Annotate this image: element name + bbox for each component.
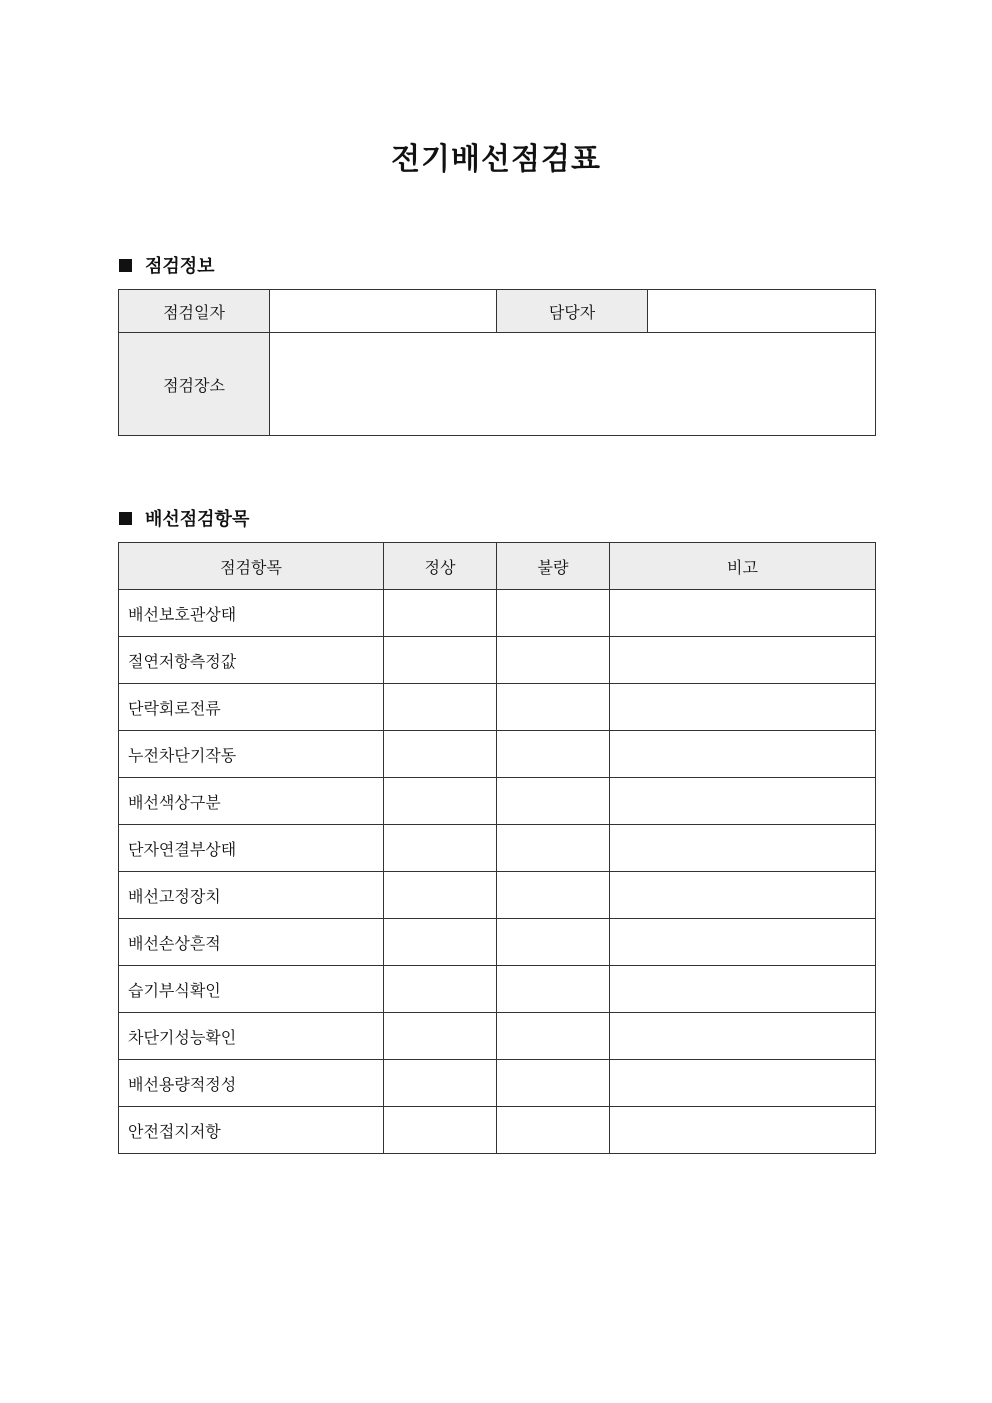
normal-check-cell[interactable] <box>384 1013 497 1060</box>
defect-check-cell[interactable] <box>497 684 610 731</box>
normal-check-cell[interactable] <box>384 919 497 966</box>
date-label: 점검일자 <box>119 290 270 333</box>
check-section-heading <box>119 505 249 531</box>
check-item-name: 절연저항측정값 <box>119 637 384 684</box>
defect-check-cell[interactable] <box>497 731 610 778</box>
defect-check-cell[interactable] <box>497 778 610 825</box>
remarks-cell[interactable] <box>610 778 876 825</box>
column-header-item: 점검항목 <box>119 543 384 590</box>
normal-check-cell[interactable] <box>384 825 497 872</box>
check-item-name: 단자연결부상태 <box>119 825 384 872</box>
check-item-name: 배선손상흔적 <box>119 919 384 966</box>
remarks-cell[interactable] <box>610 731 876 778</box>
remarks-cell[interactable] <box>610 966 876 1013</box>
normal-check-cell[interactable] <box>384 1107 497 1154</box>
normal-check-cell[interactable] <box>384 637 497 684</box>
table-row <box>119 1013 876 1060</box>
defect-check-cell[interactable] <box>497 637 610 684</box>
defect-check-cell[interactable] <box>497 825 610 872</box>
square-bullet-icon <box>119 512 132 525</box>
defect-check-cell[interactable] <box>497 1107 610 1154</box>
info-row-location <box>119 333 876 436</box>
info-section-heading-text: 점검정보 <box>145 256 215 277</box>
info-section-heading <box>119 252 215 278</box>
defect-check-cell[interactable] <box>497 1060 610 1107</box>
normal-check-cell[interactable] <box>384 1060 497 1107</box>
remarks-cell[interactable] <box>610 872 876 919</box>
check-item-name: 단락회로전류 <box>119 684 384 731</box>
table-row <box>119 590 876 637</box>
check-item-name: 차단기성능확인 <box>119 1013 384 1060</box>
table-row <box>119 872 876 919</box>
square-bullet-icon <box>119 259 132 272</box>
column-header-defect: 불량 <box>497 543 610 590</box>
defect-check-cell[interactable] <box>497 919 610 966</box>
table-row <box>119 637 876 684</box>
remarks-cell[interactable] <box>610 590 876 637</box>
defect-check-cell[interactable] <box>497 590 610 637</box>
table-row <box>119 684 876 731</box>
location-label: 점검장소 <box>119 333 270 436</box>
check-item-name: 배선보호관상태 <box>119 590 384 637</box>
table-row <box>119 919 876 966</box>
defect-check-cell[interactable] <box>497 966 610 1013</box>
defect-check-cell[interactable] <box>497 872 610 919</box>
remarks-cell[interactable] <box>610 637 876 684</box>
remarks-cell[interactable] <box>610 825 876 872</box>
check-section-heading-text: 배선점검항목 <box>145 509 250 530</box>
date-field[interactable] <box>270 290 497 333</box>
normal-check-cell[interactable] <box>384 684 497 731</box>
check-item-name: 누전차단기작동 <box>119 731 384 778</box>
info-table <box>118 289 876 436</box>
table-row <box>119 825 876 872</box>
normal-check-cell[interactable] <box>384 590 497 637</box>
check-item-name: 습기부식확인 <box>119 966 384 1013</box>
normal-check-cell[interactable] <box>384 872 497 919</box>
table-row <box>119 1107 876 1154</box>
table-row <box>119 966 876 1013</box>
table-row <box>119 1060 876 1107</box>
normal-check-cell[interactable] <box>384 778 497 825</box>
check-item-name: 안전접지저항 <box>119 1107 384 1154</box>
remarks-cell[interactable] <box>610 919 876 966</box>
check-item-name: 배선고정장치 <box>119 872 384 919</box>
table-row <box>119 731 876 778</box>
info-row-date-manager <box>119 290 876 333</box>
column-header-normal: 정상 <box>384 543 497 590</box>
check-table-header <box>119 543 876 590</box>
remarks-cell[interactable] <box>610 1060 876 1107</box>
check-item-name: 배선색상구분 <box>119 778 384 825</box>
check-item-name: 배선용량적정성 <box>119 1060 384 1107</box>
table-row <box>119 778 876 825</box>
normal-check-cell[interactable] <box>384 966 497 1013</box>
remarks-cell[interactable] <box>610 684 876 731</box>
document-title: 전기배선점검표 <box>391 142 601 177</box>
manager-field[interactable] <box>648 290 876 333</box>
remarks-cell[interactable] <box>610 1107 876 1154</box>
column-header-remarks: 비고 <box>610 543 876 590</box>
remarks-cell[interactable] <box>610 1013 876 1060</box>
normal-check-cell[interactable] <box>384 731 497 778</box>
defect-check-cell[interactable] <box>497 1013 610 1060</box>
location-field[interactable] <box>270 333 876 436</box>
manager-label: 담당자 <box>497 290 648 333</box>
check-table <box>118 542 876 1154</box>
